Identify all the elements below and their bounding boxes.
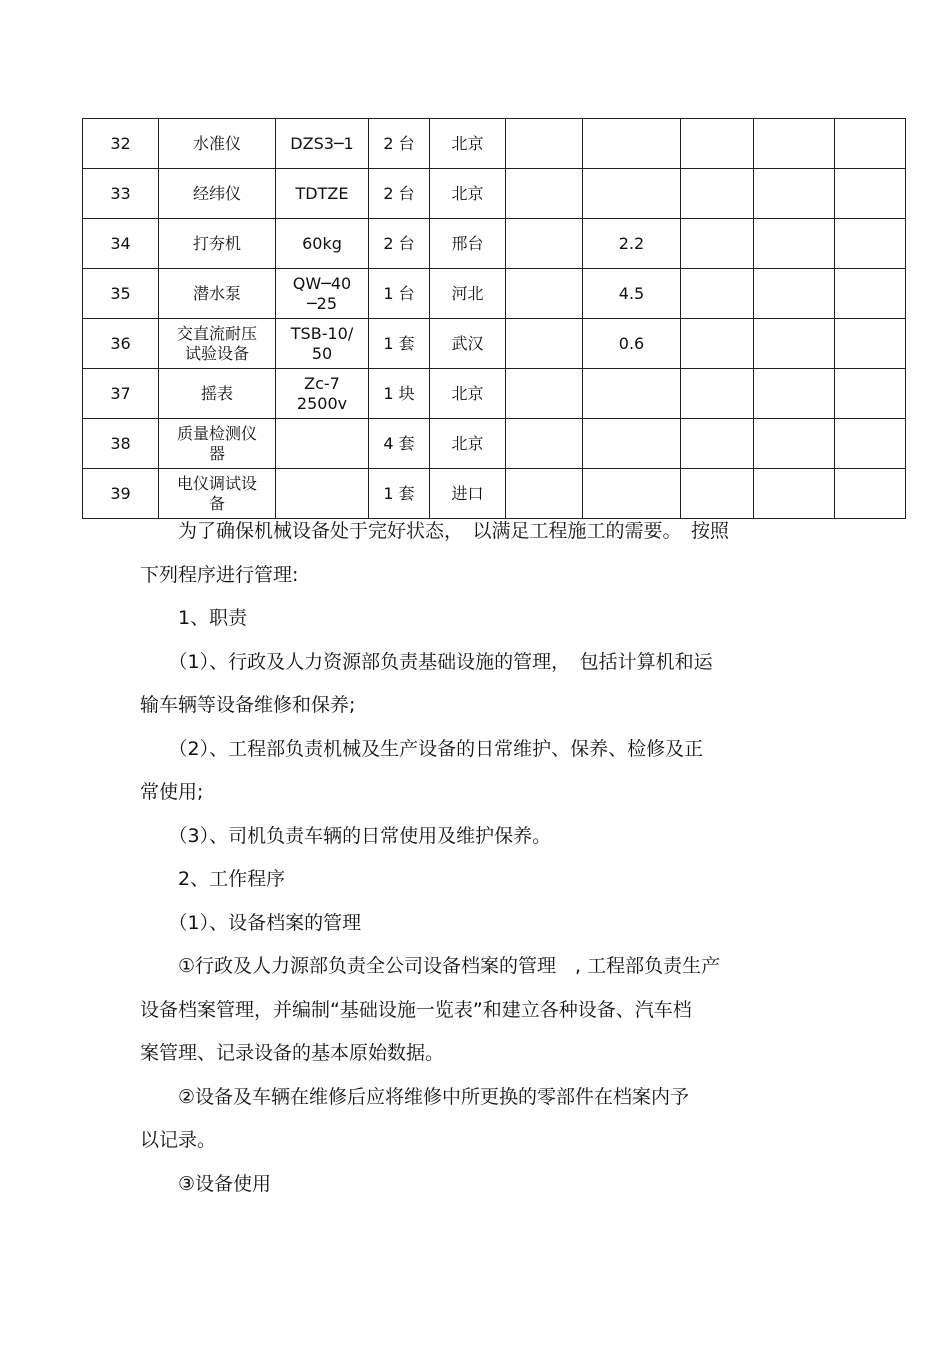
- cell-text: 北京: [451, 383, 484, 403]
- cell-text: 摇表: [200, 383, 233, 403]
- cell-text: 北京: [451, 433, 484, 453]
- cell-text: 4 套: [383, 433, 415, 453]
- cell-text: 打夯机: [192, 233, 241, 253]
- cell-text: 电仪调试设 备: [176, 473, 257, 513]
- table-row: [83, 419, 906, 469]
- cell-col-8: [681, 169, 754, 219]
- cell-quantity: [369, 119, 430, 169]
- cell-text: 水准仪: [192, 133, 241, 153]
- cell-text: 34: [110, 233, 131, 253]
- cell-quantity: [369, 369, 430, 419]
- cell-col-6: [506, 169, 583, 219]
- table-row: [83, 219, 906, 269]
- cell-col-9: [754, 369, 835, 419]
- table-row: [83, 319, 906, 369]
- cell-model: [276, 419, 369, 469]
- cell-power: [583, 219, 681, 269]
- text-line: 案管理、记录设备的基本原始数据。: [140, 1042, 445, 1064]
- cell-text: 32: [110, 133, 131, 153]
- text-line: 设备档案管理，并编制“基础设施一览表”和建立各种设备、汽车档: [140, 998, 692, 1021]
- cell-col-10: [835, 319, 906, 369]
- cell-equipment-name: [159, 269, 276, 319]
- cell-col-8: [681, 369, 754, 419]
- cell-origin: [430, 169, 506, 219]
- cell-seq-no: [83, 169, 159, 219]
- cell-origin: [430, 319, 506, 369]
- cell-quantity: [369, 419, 430, 469]
- text-line: ①行政及人力源部负责全公司设备档案的管理 , 工程部负责生产: [140, 955, 721, 977]
- table-row: [83, 169, 906, 219]
- cell-power: [583, 369, 681, 419]
- cell-power: [583, 169, 681, 219]
- cell-model: [276, 319, 369, 369]
- cell-text: 35: [110, 283, 131, 303]
- cell-col-10: [835, 219, 906, 269]
- cell-col-10: [835, 369, 906, 419]
- text-line: （1）、行政及人力资源部负责基础设施的管理， 包括计算机和运: [140, 650, 713, 673]
- cell-col-8: [681, 419, 754, 469]
- cell-col-9: [754, 119, 835, 169]
- cell-text: 1 块: [383, 383, 415, 403]
- cell-col-10: [835, 169, 906, 219]
- cell-seq-no: [83, 319, 159, 369]
- cell-col-6: [506, 269, 583, 319]
- cell-col-6: [506, 319, 583, 369]
- cell-origin: [430, 119, 506, 169]
- cell-col-9: [754, 419, 835, 469]
- cell-text: 交直流耐压 试验设备: [176, 323, 257, 363]
- cell-text: QW─40 ─25: [292, 273, 352, 313]
- equipment-table: [82, 118, 906, 519]
- cell-origin: [430, 369, 506, 419]
- cell-text: Zc-7 2500v: [296, 373, 348, 413]
- cell-col-6: [506, 419, 583, 469]
- cell-quantity: [369, 319, 430, 369]
- cell-text: 北京: [451, 183, 484, 203]
- cell-text: 1 台: [383, 283, 415, 303]
- cell-col-8: [681, 319, 754, 369]
- cell-text: 邢台: [451, 233, 484, 253]
- cell-col-10: [835, 469, 906, 519]
- cell-col-10: [835, 119, 906, 169]
- cell-equipment-name: [159, 119, 276, 169]
- table-row: [83, 119, 906, 169]
- text-line: ③设备使用: [140, 1172, 272, 1195]
- cell-seq-no: [83, 219, 159, 269]
- cell-col-8: [681, 219, 754, 269]
- text-line: （2）、工程部负责机械及生产设备的日常维护、保养、检修及正: [140, 737, 704, 760]
- cell-col-8: [681, 269, 754, 319]
- cell-col-9: [754, 169, 835, 219]
- cell-col-8: [681, 119, 754, 169]
- cell-text: 武汉: [451, 333, 484, 353]
- cell-equipment-name: [159, 219, 276, 269]
- cell-seq-no: [83, 269, 159, 319]
- cell-seq-no: [83, 419, 159, 469]
- text-line: 下列程序进行管理:: [140, 563, 299, 586]
- cell-text: TSB-10/ 50: [290, 323, 354, 363]
- text-line: 输车辆等设备维修和保养;: [140, 694, 356, 716]
- cell-col-10: [835, 269, 906, 319]
- cell-text: 潜水泵: [192, 283, 241, 303]
- text-line: 1、职责: [140, 607, 248, 629]
- cell-text: 2 台: [383, 183, 415, 203]
- cell-power: [583, 119, 681, 169]
- text-line: 常使用;: [140, 781, 204, 803]
- cell-text: 4.5: [618, 283, 645, 303]
- cell-text: 质量检测仪 器: [176, 423, 257, 463]
- cell-power: [583, 419, 681, 469]
- text-line: 为了确保机械设备处于完好状态， 以满足工程施工的需要。 按照: [140, 520, 730, 542]
- cell-text: 2 台: [383, 133, 415, 153]
- cell-origin: [430, 419, 506, 469]
- cell-text: 33: [110, 183, 131, 203]
- cell-text: 39: [110, 483, 131, 503]
- cell-col-6: [506, 119, 583, 169]
- cell-equipment-name: [159, 169, 276, 219]
- cell-origin: [430, 219, 506, 269]
- cell-text: 2.2: [618, 233, 645, 253]
- cell-text: 1 套: [383, 333, 415, 353]
- cell-seq-no: [83, 119, 159, 169]
- cell-text: 经纬仪: [192, 183, 241, 203]
- cell-col-9: [754, 219, 835, 269]
- cell-origin: [430, 269, 506, 319]
- cell-text: DZS3─1: [290, 133, 354, 153]
- cell-text: 0.6: [618, 333, 645, 353]
- cell-quantity: [369, 269, 430, 319]
- cell-model: [276, 119, 369, 169]
- equipment-table-body: [83, 119, 906, 519]
- cell-col-6: [506, 219, 583, 269]
- cell-quantity: [369, 219, 430, 269]
- text-line: 2、工作程序: [140, 868, 286, 890]
- text-line: 以记录。: [140, 1129, 217, 1151]
- cell-equipment-name: [159, 319, 276, 369]
- cell-text: 进口: [451, 483, 484, 503]
- cell-text: 36: [110, 333, 131, 353]
- cell-model: [276, 169, 369, 219]
- cell-power: [583, 269, 681, 319]
- cell-seq-no: [83, 369, 159, 419]
- cell-text: 2 台: [383, 233, 415, 253]
- cell-text: 60kg: [302, 233, 342, 253]
- text-line: ②设备及车辆在维修后应将维修中所更换的零部件在档案内予: [140, 1085, 690, 1108]
- cell-model: [276, 369, 369, 419]
- cell-col-9: [754, 269, 835, 319]
- cell-col-10: [835, 419, 906, 469]
- cell-model: [276, 219, 369, 269]
- table-row: [83, 369, 906, 419]
- cell-text: TDTZE: [295, 183, 349, 203]
- cell-equipment-name: [159, 419, 276, 469]
- cell-text: 37: [110, 383, 131, 403]
- cell-text: 北京: [451, 133, 484, 153]
- cell-col-9: [754, 319, 835, 369]
- cell-text: 河北: [451, 283, 484, 303]
- table-row: [83, 269, 906, 319]
- cell-col-6: [506, 369, 583, 419]
- cell-text: 38: [110, 433, 131, 453]
- cell-power: [583, 319, 681, 369]
- cell-text: 1 套: [383, 483, 415, 503]
- text-line: （3）、司机负责车辆的日常使用及维护保养。: [140, 824, 552, 847]
- text-line: （1）、设备档案的管理: [140, 911, 362, 934]
- cell-quantity: [369, 169, 430, 219]
- cell-model: [276, 269, 369, 319]
- cell-equipment-name: [159, 369, 276, 419]
